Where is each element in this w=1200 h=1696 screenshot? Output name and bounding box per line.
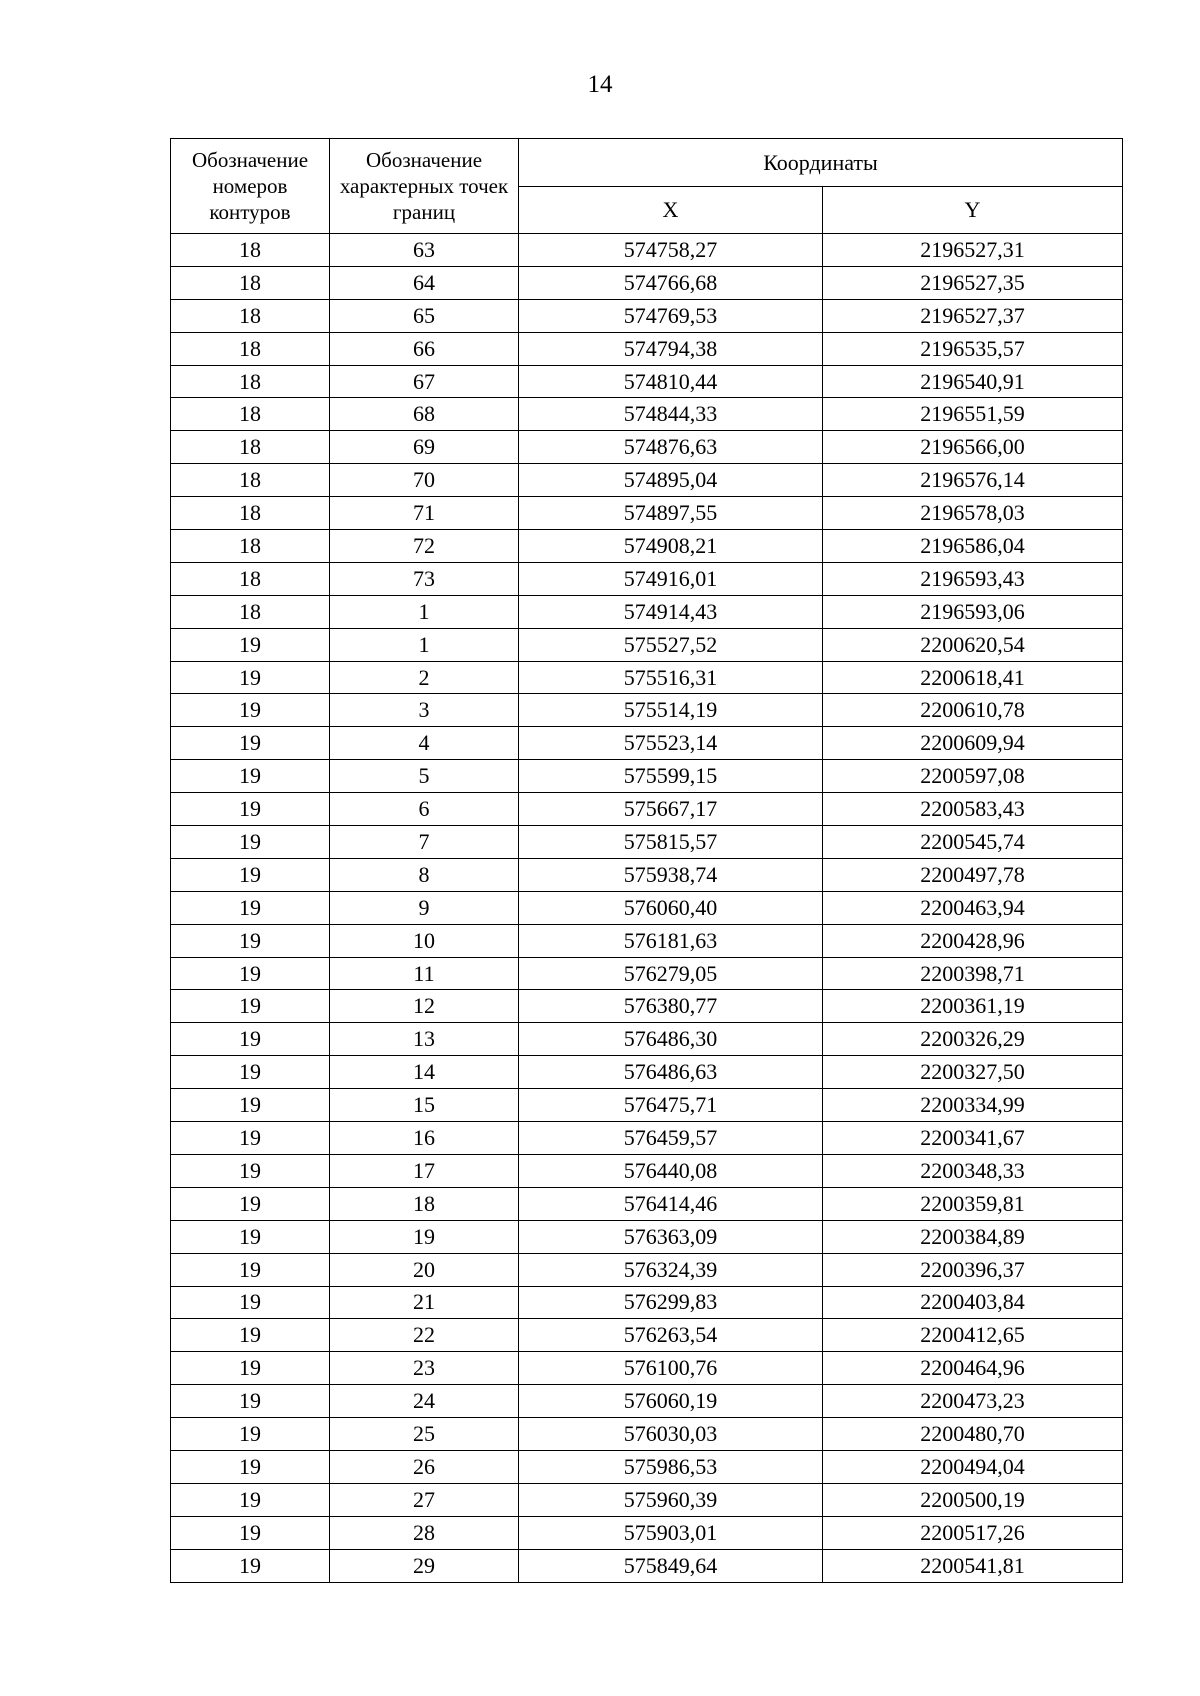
contour-cell: 19 <box>171 1319 330 1352</box>
x-cell: 576060,40 <box>519 891 823 924</box>
y-cell: 2196527,37 <box>823 299 1123 332</box>
x-cell: 576299,83 <box>519 1286 823 1319</box>
y-cell: 2200428,96 <box>823 924 1123 957</box>
x-cell: 576486,30 <box>519 1023 823 1056</box>
y-cell: 2196593,43 <box>823 562 1123 595</box>
x-cell: 576030,03 <box>519 1418 823 1451</box>
contour-cell: 18 <box>171 595 330 628</box>
table-row <box>171 760 1123 793</box>
table-row <box>171 431 1123 464</box>
contour-cell: 19 <box>171 957 330 990</box>
point-cell: 13 <box>330 1023 519 1056</box>
y-cell: 2200326,29 <box>823 1023 1123 1056</box>
contour-cell: 19 <box>171 990 330 1023</box>
x-cell: 576486,63 <box>519 1056 823 1089</box>
x-cell: 576181,63 <box>519 924 823 957</box>
contour-cell: 19 <box>171 1187 330 1220</box>
x-cell: 574897,55 <box>519 497 823 530</box>
point-cell: 11 <box>330 957 519 990</box>
contour-cell: 19 <box>171 1286 330 1319</box>
y-cell: 2200480,70 <box>823 1418 1123 1451</box>
x-cell: 574766,68 <box>519 266 823 299</box>
y-cell: 2196566,00 <box>823 431 1123 464</box>
point-cell: 26 <box>330 1450 519 1483</box>
table-row <box>171 1483 1123 1516</box>
x-cell: 575986,53 <box>519 1450 823 1483</box>
y-cell: 2200541,81 <box>823 1549 1123 1582</box>
point-cell: 12 <box>330 990 519 1023</box>
table-row <box>171 727 1123 760</box>
contour-cell: 19 <box>171 727 330 760</box>
x-cell: 576060,19 <box>519 1385 823 1418</box>
y-cell: 2200341,67 <box>823 1122 1123 1155</box>
point-cell: 21 <box>330 1286 519 1319</box>
point-cell: 22 <box>330 1319 519 1352</box>
x-cell: 575849,64 <box>519 1549 823 1582</box>
point-cell: 18 <box>330 1187 519 1220</box>
contour-cell: 18 <box>171 266 330 299</box>
y-cell: 2200497,78 <box>823 858 1123 891</box>
table-row <box>171 595 1123 628</box>
table-row <box>171 1220 1123 1253</box>
y-cell: 2200348,33 <box>823 1154 1123 1187</box>
x-cell: 576440,08 <box>519 1154 823 1187</box>
point-cell: 16 <box>330 1122 519 1155</box>
y-cell: 2200583,43 <box>823 793 1123 826</box>
x-cell: 575903,01 <box>519 1516 823 1549</box>
header-contour-number: Обозначение номеров контуров <box>171 139 330 234</box>
table-row <box>171 1154 1123 1187</box>
y-cell: 2196578,03 <box>823 497 1123 530</box>
contour-cell: 18 <box>171 464 330 497</box>
table-row <box>171 694 1123 727</box>
table-row <box>171 1352 1123 1385</box>
point-cell: 17 <box>330 1154 519 1187</box>
table-row <box>171 398 1123 431</box>
contour-cell: 19 <box>171 1056 330 1089</box>
table-row <box>171 1122 1123 1155</box>
table-row <box>171 661 1123 694</box>
point-cell: 9 <box>330 891 519 924</box>
table-row <box>171 1089 1123 1122</box>
y-cell: 2200334,99 <box>823 1089 1123 1122</box>
contour-cell: 19 <box>171 1418 330 1451</box>
point-cell: 65 <box>330 299 519 332</box>
point-cell: 66 <box>330 332 519 365</box>
y-cell: 2200359,81 <box>823 1187 1123 1220</box>
contour-cell: 19 <box>171 1154 330 1187</box>
contour-cell: 19 <box>171 1023 330 1056</box>
contour-cell: 19 <box>171 628 330 661</box>
x-cell: 574810,44 <box>519 365 823 398</box>
x-cell: 576324,39 <box>519 1253 823 1286</box>
table-row <box>171 1253 1123 1286</box>
y-cell: 2200384,89 <box>823 1220 1123 1253</box>
y-cell: 2200517,26 <box>823 1516 1123 1549</box>
table-row <box>171 826 1123 859</box>
header-x: X <box>519 187 823 234</box>
point-cell: 72 <box>330 530 519 563</box>
point-cell: 64 <box>330 266 519 299</box>
contour-cell: 19 <box>171 760 330 793</box>
point-cell: 3 <box>330 694 519 727</box>
point-cell: 19 <box>330 1220 519 1253</box>
table-header <box>171 139 1123 234</box>
y-cell: 2196527,31 <box>823 234 1123 267</box>
contour-cell: 19 <box>171 1549 330 1582</box>
table-row <box>171 891 1123 924</box>
table-row <box>171 1418 1123 1451</box>
point-cell: 29 <box>330 1549 519 1582</box>
table-row <box>171 1385 1123 1418</box>
contour-cell: 18 <box>171 431 330 464</box>
x-cell: 575938,74 <box>519 858 823 891</box>
point-cell: 27 <box>330 1483 519 1516</box>
table-row <box>171 497 1123 530</box>
table-row <box>171 990 1123 1023</box>
contour-cell: 19 <box>171 1516 330 1549</box>
point-cell: 14 <box>330 1056 519 1089</box>
contour-cell: 19 <box>171 858 330 891</box>
table-row <box>171 1187 1123 1220</box>
contour-cell: 18 <box>171 562 330 595</box>
contour-cell: 18 <box>171 365 330 398</box>
contour-cell: 19 <box>171 1483 330 1516</box>
point-cell: 24 <box>330 1385 519 1418</box>
y-cell: 2200500,19 <box>823 1483 1123 1516</box>
x-cell: 575815,57 <box>519 826 823 859</box>
point-cell: 8 <box>330 858 519 891</box>
point-cell: 23 <box>330 1352 519 1385</box>
y-cell: 2196586,04 <box>823 530 1123 563</box>
table-row <box>171 332 1123 365</box>
point-cell: 1 <box>330 628 519 661</box>
point-cell: 69 <box>330 431 519 464</box>
y-cell: 2200327,50 <box>823 1056 1123 1089</box>
point-cell: 6 <box>330 793 519 826</box>
contour-cell: 19 <box>171 1385 330 1418</box>
y-cell: 2200412,65 <box>823 1319 1123 1352</box>
y-cell: 2196540,91 <box>823 365 1123 398</box>
x-cell: 576100,76 <box>519 1352 823 1385</box>
x-cell: 575667,17 <box>519 793 823 826</box>
contour-cell: 19 <box>171 1352 330 1385</box>
point-cell: 28 <box>330 1516 519 1549</box>
x-cell: 574895,04 <box>519 464 823 497</box>
contour-cell: 19 <box>171 661 330 694</box>
table-row <box>171 1056 1123 1089</box>
table-row <box>171 924 1123 957</box>
x-cell: 575514,19 <box>519 694 823 727</box>
y-cell: 2200473,23 <box>823 1385 1123 1418</box>
x-cell: 574758,27 <box>519 234 823 267</box>
contour-cell: 19 <box>171 1253 330 1286</box>
x-cell: 575516,31 <box>519 661 823 694</box>
table-row <box>171 266 1123 299</box>
coordinates-table <box>170 138 1123 1583</box>
header-y: Y <box>823 187 1123 234</box>
point-cell: 20 <box>330 1253 519 1286</box>
contour-cell: 18 <box>171 234 330 267</box>
point-cell: 5 <box>330 760 519 793</box>
contour-cell: 19 <box>171 891 330 924</box>
table-row <box>171 1023 1123 1056</box>
contour-cell: 19 <box>171 1089 330 1122</box>
x-cell: 574914,43 <box>519 595 823 628</box>
contour-cell: 18 <box>171 299 330 332</box>
contour-cell: 19 <box>171 1450 330 1483</box>
point-cell: 68 <box>330 398 519 431</box>
table-row <box>171 365 1123 398</box>
table-row <box>171 530 1123 563</box>
y-cell: 2196535,57 <box>823 332 1123 365</box>
x-cell: 576475,71 <box>519 1089 823 1122</box>
x-cell: 574876,63 <box>519 431 823 464</box>
x-cell: 575599,15 <box>519 760 823 793</box>
table-row <box>171 1319 1123 1352</box>
x-cell: 576459,57 <box>519 1122 823 1155</box>
point-cell: 71 <box>330 497 519 530</box>
point-cell: 2 <box>330 661 519 694</box>
x-cell: 574769,53 <box>519 299 823 332</box>
contour-cell: 19 <box>171 793 330 826</box>
table-row <box>171 628 1123 661</box>
contour-cell: 19 <box>171 1220 330 1253</box>
table-row <box>171 793 1123 826</box>
y-cell: 2196551,59 <box>823 398 1123 431</box>
point-cell: 7 <box>330 826 519 859</box>
table-row <box>171 1450 1123 1483</box>
point-cell: 63 <box>330 234 519 267</box>
contour-cell: 19 <box>171 1122 330 1155</box>
point-cell: 67 <box>330 365 519 398</box>
y-cell: 2200494,04 <box>823 1450 1123 1483</box>
x-cell: 576380,77 <box>519 990 823 1023</box>
y-cell: 2200618,41 <box>823 661 1123 694</box>
header-coordinates: Координаты <box>519 139 1123 187</box>
point-cell: 1 <box>330 595 519 628</box>
contour-cell: 18 <box>171 497 330 530</box>
y-cell: 2200403,84 <box>823 1286 1123 1319</box>
y-cell: 2200597,08 <box>823 760 1123 793</box>
contour-cell: 18 <box>171 530 330 563</box>
contour-cell: 19 <box>171 826 330 859</box>
x-cell: 574794,38 <box>519 332 823 365</box>
x-cell: 575960,39 <box>519 1483 823 1516</box>
table-row <box>171 562 1123 595</box>
x-cell: 575523,14 <box>519 727 823 760</box>
header-boundary-point: Обозначение характерных точек границ <box>330 139 519 234</box>
x-cell: 574908,21 <box>519 530 823 563</box>
x-cell: 576263,54 <box>519 1319 823 1352</box>
contour-cell: 19 <box>171 924 330 957</box>
contour-cell: 18 <box>171 398 330 431</box>
y-cell: 2196593,06 <box>823 595 1123 628</box>
y-cell: 2196527,35 <box>823 266 1123 299</box>
y-cell: 2200620,54 <box>823 628 1123 661</box>
table-row <box>171 234 1123 267</box>
x-cell: 574916,01 <box>519 562 823 595</box>
table-row <box>171 957 1123 990</box>
point-cell: 10 <box>330 924 519 957</box>
x-cell: 574844,33 <box>519 398 823 431</box>
table-body <box>171 234 1123 1583</box>
x-cell: 576414,46 <box>519 1187 823 1220</box>
table-row <box>171 1516 1123 1549</box>
x-cell: 575527,52 <box>519 628 823 661</box>
y-cell: 2200398,71 <box>823 957 1123 990</box>
table-row <box>171 464 1123 497</box>
contour-cell: 18 <box>171 332 330 365</box>
y-cell: 2200463,94 <box>823 891 1123 924</box>
point-cell: 70 <box>330 464 519 497</box>
y-cell: 2200609,94 <box>823 727 1123 760</box>
table-row <box>171 299 1123 332</box>
page-number: 14 <box>587 71 613 98</box>
contour-cell: 19 <box>171 694 330 727</box>
y-cell: 2200610,78 <box>823 694 1123 727</box>
table-row <box>171 1549 1123 1582</box>
y-cell: 2196576,14 <box>823 464 1123 497</box>
y-cell: 2200545,74 <box>823 826 1123 859</box>
table-row <box>171 858 1123 891</box>
point-cell: 15 <box>330 1089 519 1122</box>
point-cell: 73 <box>330 562 519 595</box>
table-row <box>171 1286 1123 1319</box>
x-cell: 576363,09 <box>519 1220 823 1253</box>
x-cell: 576279,05 <box>519 957 823 990</box>
point-cell: 4 <box>330 727 519 760</box>
y-cell: 2200396,37 <box>823 1253 1123 1286</box>
point-cell: 25 <box>330 1418 519 1451</box>
y-cell: 2200464,96 <box>823 1352 1123 1385</box>
y-cell: 2200361,19 <box>823 990 1123 1023</box>
